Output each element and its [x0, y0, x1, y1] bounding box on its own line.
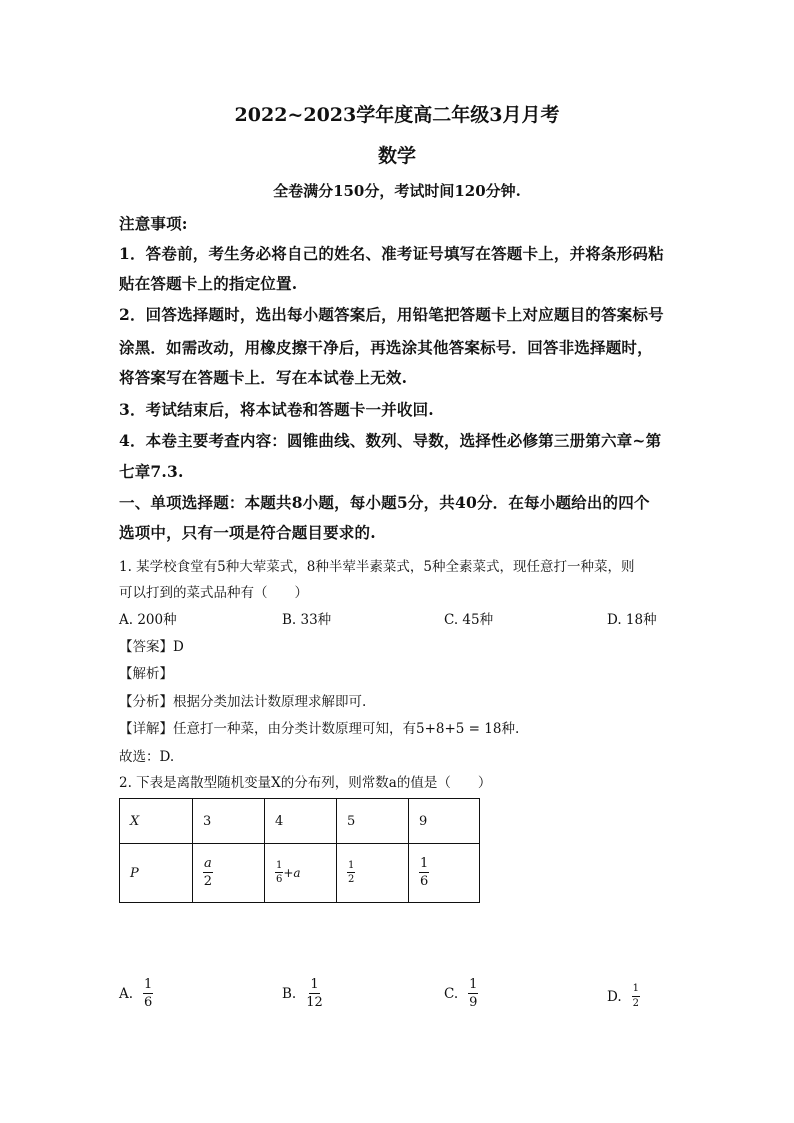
- numerator: 1: [420, 856, 429, 872]
- option-label: C.: [444, 985, 459, 1002]
- note-1-line-1: 1．答卷前，考生务必将自己的姓名、准考证号填写在答题卡上，并将条形码粘: [119, 244, 664, 263]
- notes-heading: 注意事项:: [119, 214, 188, 233]
- table-row: [120, 799, 480, 844]
- p4-tail: +a: [283, 865, 301, 880]
- q1-choice: 故选：D.: [119, 749, 175, 765]
- q1-option-a: A. 200种: [119, 612, 177, 628]
- q1-analysis: 【分析】根据分类加法计数原理求解即可.: [119, 694, 367, 710]
- note-3: 3．考试结束后，将本试卷和答题卡一并收回.: [119, 400, 434, 419]
- denominator: 12: [306, 994, 323, 1010]
- numerator: a: [204, 856, 212, 872]
- q1-detail: 【详解】任意打一种菜，由分类计数原理可知，有5+8+5 = 18种.: [119, 721, 520, 737]
- numerator: 1: [144, 977, 153, 992]
- numerator: 1: [310, 977, 319, 992]
- option-label: B.: [282, 985, 297, 1002]
- q1-stem-line-2: 可以打到的菜式品种有（ ）: [119, 585, 308, 601]
- table-cell: 9: [409, 799, 480, 844]
- q2-stem: 2. 下表是离散型随机变量X的分布列，则常数a的值是（ ）: [119, 775, 492, 791]
- exam-title: 2022~2023学年度高二年级3月月考: [234, 104, 560, 126]
- full-marks-line: 全卷满分150分，考试时间120分钟.: [273, 182, 521, 200]
- note-1-line-2: 贴在答题卡上的指定位置.: [119, 274, 298, 293]
- note-2-line-1: 2．回答选择题时，选出每小题答案后，用铅笔把答题卡上对应题目的答案标号: [119, 305, 664, 324]
- numerator: 1: [469, 977, 478, 992]
- numerator: 1: [632, 984, 640, 997]
- q1-analysis-heading: 【解析】: [119, 666, 173, 682]
- table-cell: 5: [337, 799, 409, 844]
- table-cell: 4: [265, 799, 337, 844]
- denominator: 6: [144, 994, 153, 1010]
- subject-title: 数学: [377, 145, 416, 167]
- q2-option-a: [119, 978, 153, 1009]
- q1-option-b: B. 33种: [282, 612, 332, 628]
- note-2-line-2: 涂黑．如需改动，用橡皮擦干净后，再选涂其他答案标号．回答非选择题时，: [119, 338, 653, 357]
- fraction: [419, 857, 429, 888]
- q2-option-c: [444, 978, 478, 1009]
- distribution-table: [119, 798, 480, 903]
- section-1-line-2: 选项中，只有一项是符合题目要求的.: [119, 523, 376, 542]
- denominator: 6: [276, 874, 283, 885]
- q1-stem-line-1: 1. 某学校食堂有5种大荤菜式，8种半荤半素菜式，5种全素菜式，现任意打一种菜，则: [119, 559, 635, 575]
- fraction: [203, 857, 213, 888]
- denominator: 2: [632, 997, 640, 1009]
- note-4-line-1: 4．本卷主要考查内容：圆锥曲线、数列、导数，选择性必修第三册第六章~第: [119, 431, 662, 450]
- fraction: [143, 978, 153, 1009]
- note-2-line-3: 将答案写在答题卡上．写在本试卷上无效.: [119, 368, 408, 387]
- q2-option-b: [282, 978, 323, 1009]
- table-cell-p-label: P: [120, 844, 193, 903]
- denominator: 2: [348, 874, 355, 885]
- q1-option-c: C. 45种: [444, 612, 494, 628]
- table-cell-x-label: X: [120, 799, 193, 844]
- denominator: 2: [203, 874, 213, 889]
- table-cell: [409, 844, 480, 903]
- q1-option-d: D. 18种: [607, 612, 657, 628]
- fraction: [468, 978, 478, 1009]
- table-cell: [193, 844, 265, 903]
- denominator: 9: [469, 994, 478, 1010]
- option-label: A.: [119, 985, 134, 1002]
- table-row: [120, 844, 480, 903]
- fraction: [632, 984, 640, 1009]
- option-label: D.: [607, 988, 622, 1005]
- numerator: 1: [275, 861, 283, 874]
- q2-option-d: [607, 984, 640, 1009]
- section-1-line-1: 一、单项选择题：本题共8小题，每小题5分，共40分．在每小题给出的四个: [119, 493, 650, 512]
- q1-answer: 【答案】D: [119, 639, 184, 655]
- table-cell: [265, 844, 337, 903]
- fraction: [306, 978, 323, 1009]
- note-4-line-2: 七章7.3.: [119, 462, 184, 481]
- table-cell: 3: [193, 799, 265, 844]
- fraction: [347, 861, 355, 886]
- table-cell: [337, 844, 409, 903]
- numerator: 1: [347, 861, 355, 874]
- denominator: 6: [420, 874, 429, 889]
